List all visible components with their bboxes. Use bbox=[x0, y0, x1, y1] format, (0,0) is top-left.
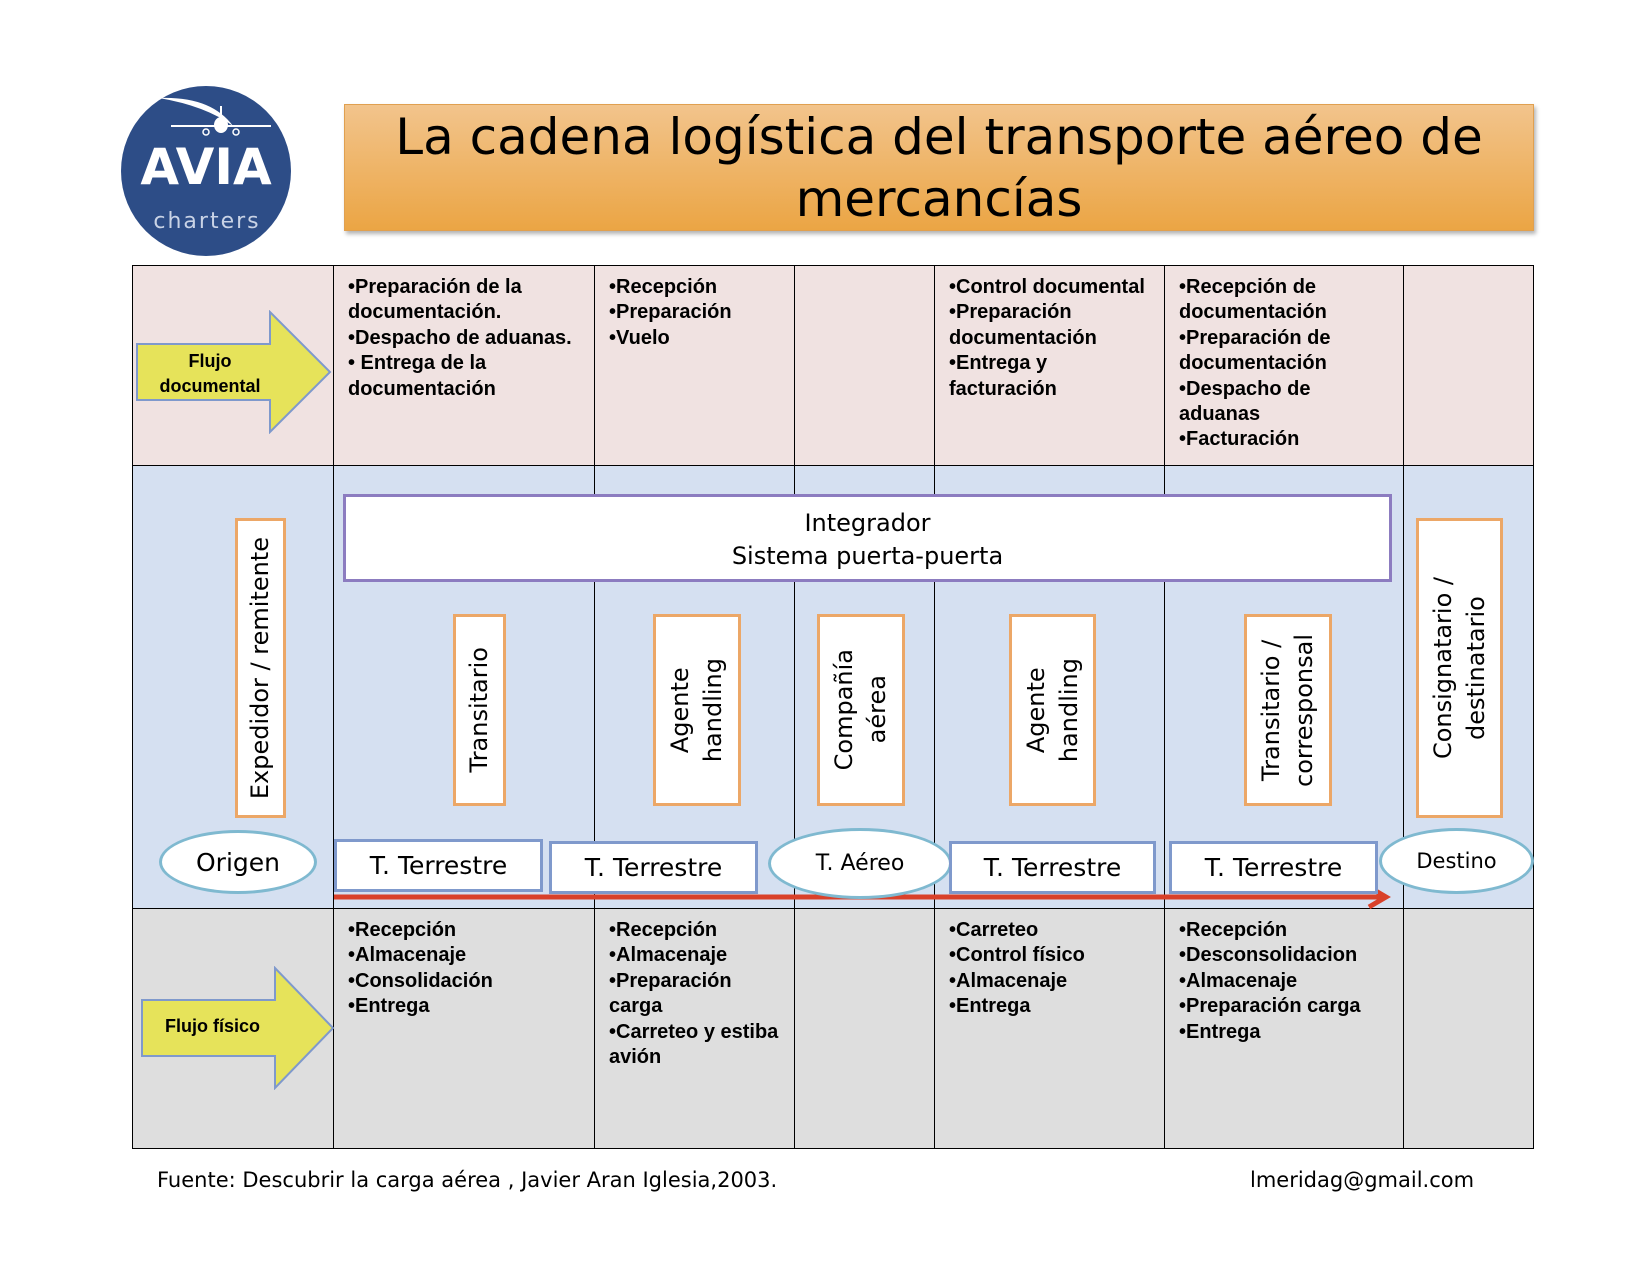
doc-cell-6 bbox=[1403, 265, 1534, 466]
flujo-fisico-arrow bbox=[140, 966, 336, 1090]
actor-label: Agente handling bbox=[666, 657, 727, 763]
phys-cell-5: •Recepción •Desconsolidacion •Almacenaje •Preparación carga •Entrega bbox=[1164, 908, 1404, 1149]
page-title: La cadena logística del transporte aéreo de mercancías bbox=[344, 104, 1534, 231]
destino-oval: Destino bbox=[1379, 828, 1534, 894]
actor-label: Expedidor / remitente bbox=[246, 536, 274, 800]
phys-cell-1: •Recepción •Almacenaje •Consolidación •Entrega bbox=[333, 908, 595, 1149]
t-aereo-oval: T. Aéreo bbox=[768, 828, 952, 899]
actor-label: Transitario / corresponsal bbox=[1257, 633, 1318, 787]
t-terrestre-2: T. Terrestre bbox=[549, 841, 758, 894]
logo-text: AVIA bbox=[140, 138, 272, 196]
actor-label: Compañía aérea bbox=[830, 649, 891, 771]
doc-cell-4: •Control documental •Preparación documentación •Entrega y facturación bbox=[934, 265, 1165, 466]
flujo-fisico-label: Flujo físico bbox=[164, 1016, 260, 1036]
integrador-title: Integrador bbox=[804, 509, 931, 537]
avia-logo bbox=[121, 86, 291, 256]
doc-cell-2: •Recepción •Preparación •Vuelo bbox=[594, 265, 795, 466]
actor-agente-handling-2 bbox=[1009, 614, 1096, 806]
integrador-subtitle: Sistema puerta-puerta bbox=[731, 542, 1004, 570]
phys-cell-3 bbox=[794, 908, 935, 1149]
phys-cell-4: •Carreteo •Control físico •Almacenaje •Entrega bbox=[934, 908, 1165, 1149]
actor-expedidor bbox=[235, 518, 286, 818]
actor-label: Agente handling bbox=[1021, 657, 1083, 763]
t-terrestre-1: T. Terrestre bbox=[334, 839, 543, 892]
doc-cell-5: •Recepción de documentación •Preparación de documentación •Despacho de aduanas •Facturación bbox=[1164, 265, 1404, 466]
t-terrestre-4: T. Terrestre bbox=[1169, 841, 1378, 894]
actor-transitario bbox=[453, 614, 506, 806]
actor-agente-handling-1 bbox=[653, 614, 741, 806]
actor-consignatario bbox=[1416, 518, 1503, 818]
doc-cell-3 bbox=[794, 265, 935, 466]
footer-source: Fuente: Descubrir la carga aérea , Javier Aran Iglesia,2003. bbox=[157, 1168, 778, 1192]
actor-label: Consignatario / destinatario bbox=[1428, 576, 1490, 760]
flujo-documental-label: Flujo documental bbox=[159, 351, 261, 396]
origen-oval: Origen bbox=[159, 830, 317, 894]
logo-subtext: charters bbox=[153, 209, 261, 234]
t-terrestre-3: T. Terrestre bbox=[949, 841, 1156, 894]
phys-cell-6 bbox=[1403, 908, 1534, 1149]
doc-cell-1: •Preparación de la documentación. •Despacho de aduanas. • Entrega de la documentación bbox=[333, 265, 595, 466]
flujo-documental-arrow bbox=[135, 310, 333, 434]
actor-label: Transitario bbox=[465, 647, 493, 773]
integrador-box bbox=[343, 494, 1392, 582]
actor-transitario-corresponsal bbox=[1244, 614, 1332, 806]
phys-cell-2: •Recepción •Almacenaje •Preparación carga •Carreteo y estiba avión bbox=[594, 908, 795, 1149]
footer-email: lmeridag@gmail.com bbox=[1250, 1168, 1475, 1192]
actor-compania-aerea bbox=[817, 614, 905, 806]
